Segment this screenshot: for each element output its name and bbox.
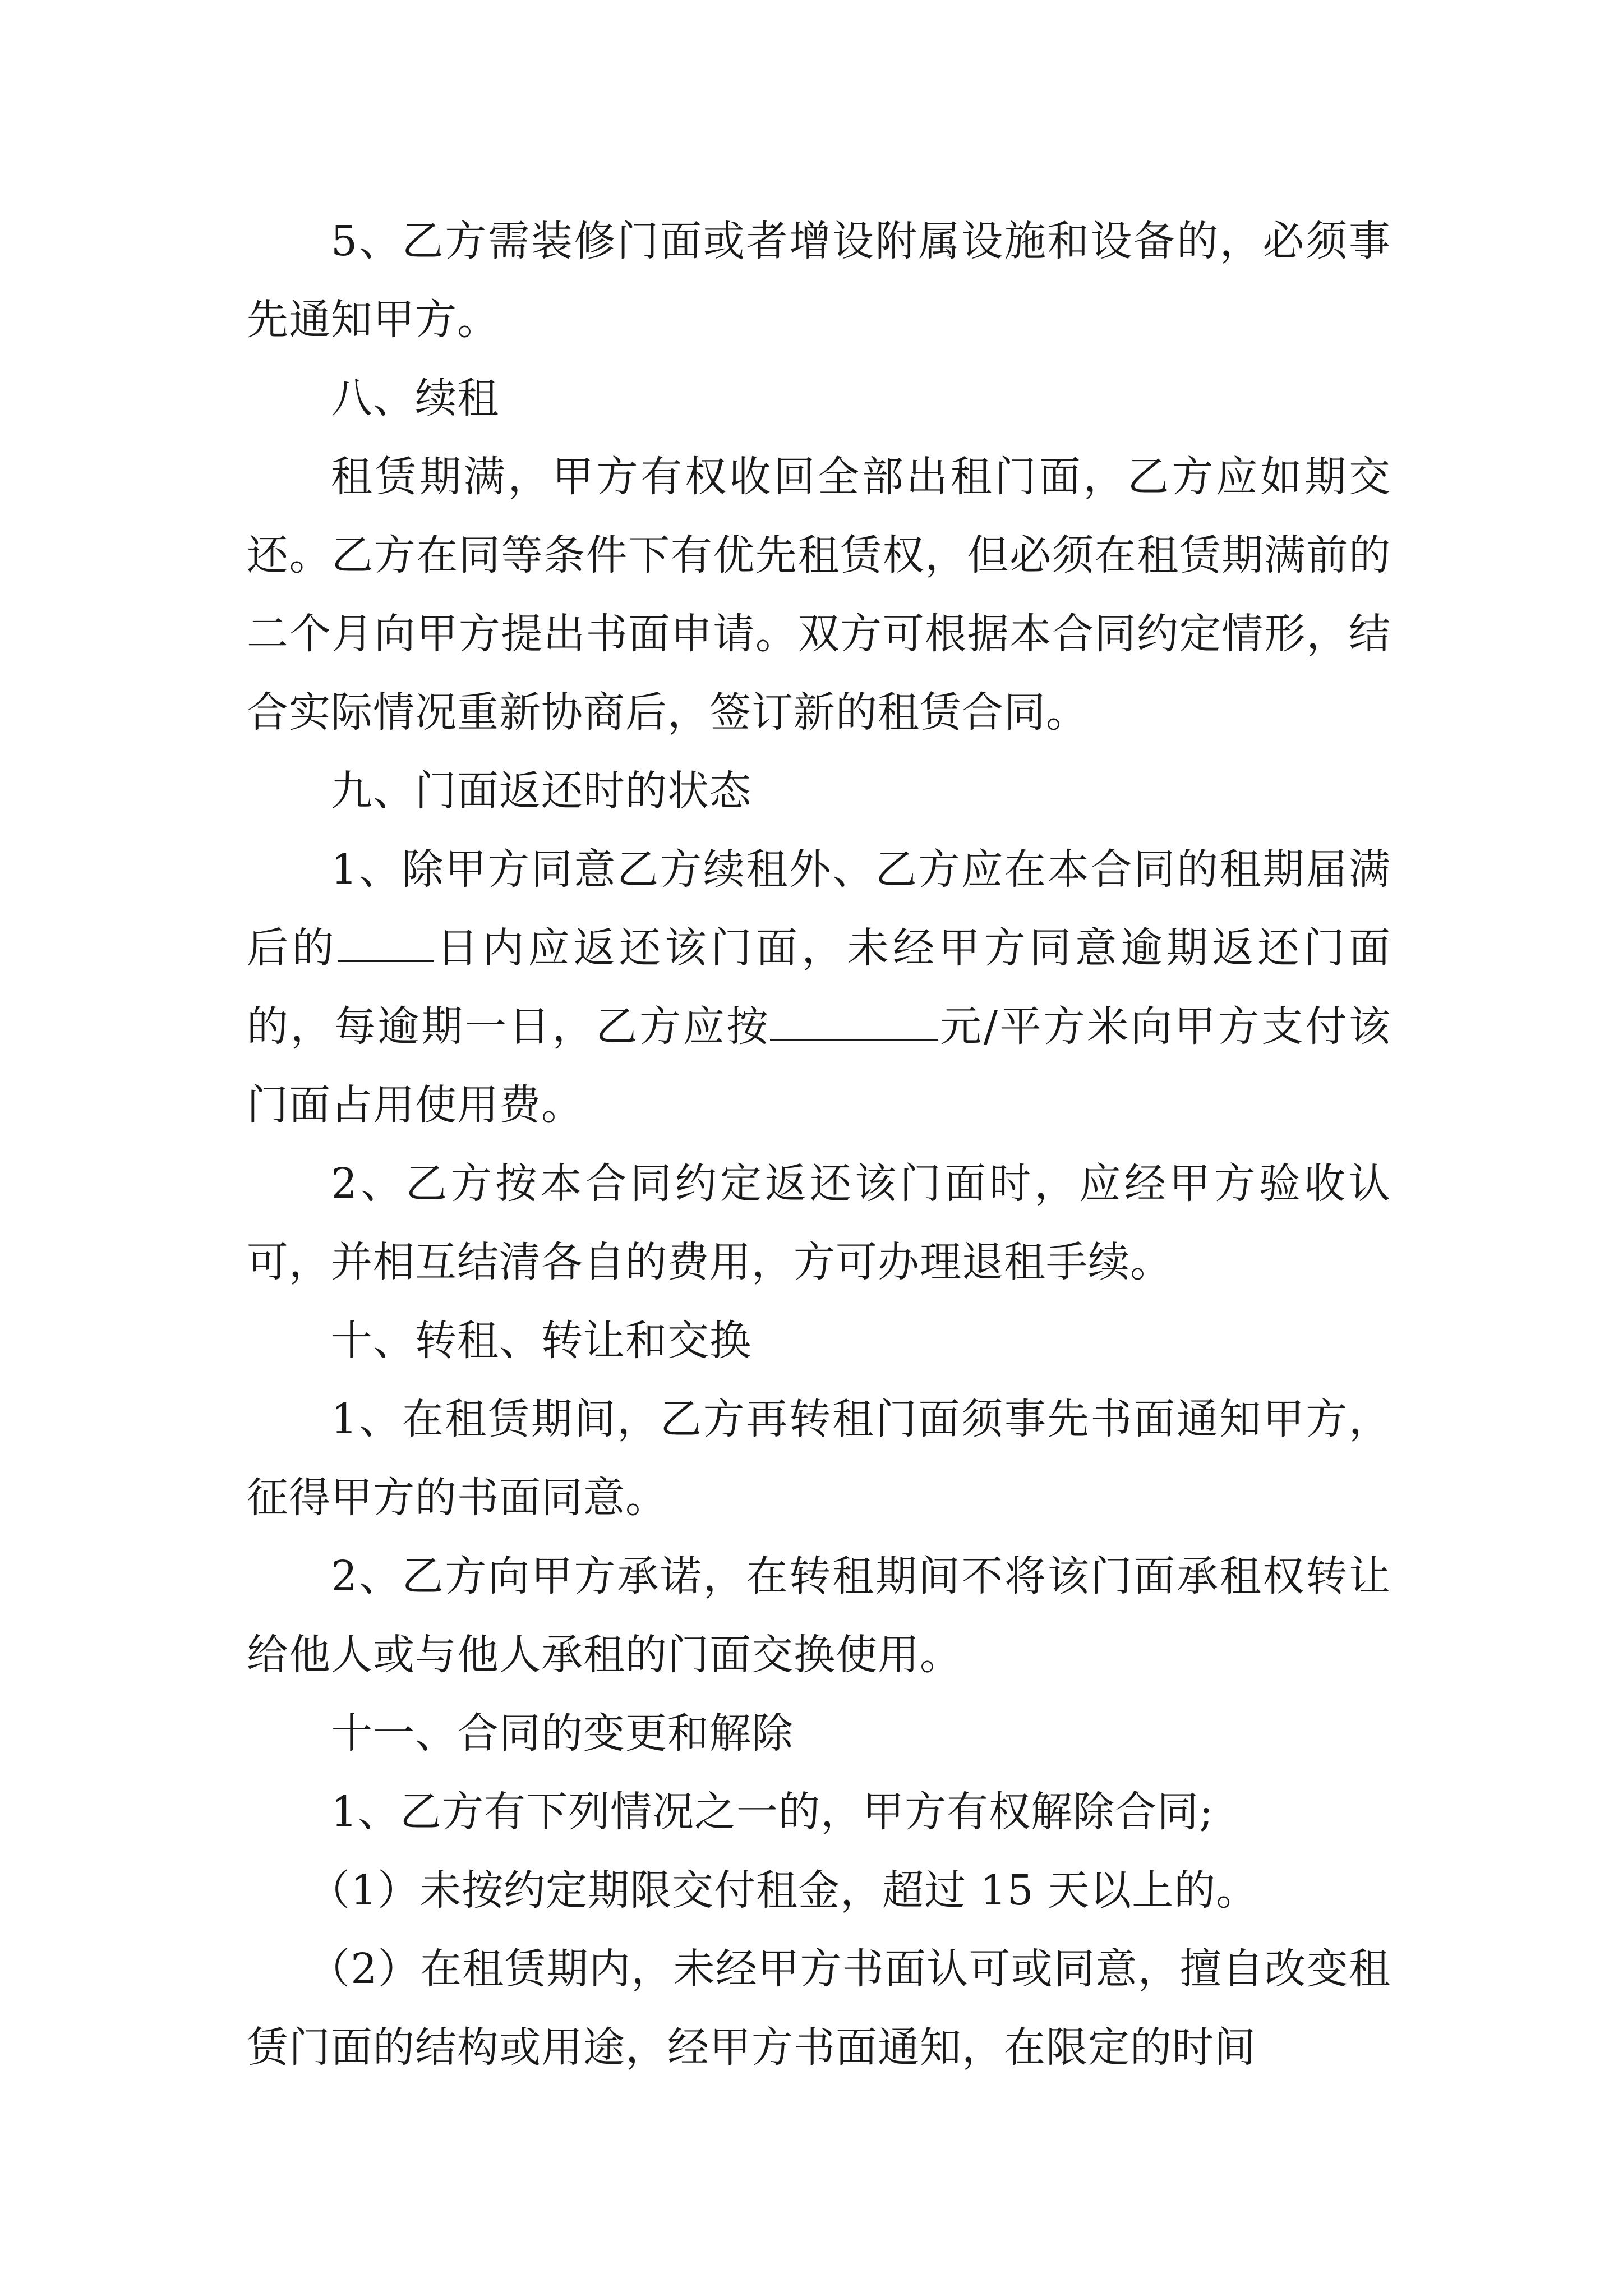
clause-11-1-termination: 1、乙方有下列情况之一的，甲方有权解除合同;	[331, 1788, 1214, 1836]
section-heading-renewal: 八、续租	[331, 374, 499, 422]
clause-10-1-sublease: 1、在租赁期间，乙方再转租门面须事先书面通知甲方，征得甲方的书面同意。	[247, 1395, 1391, 1522]
document-body	[247, 202, 1391, 2087]
fee-blank-field[interactable]	[770, 1000, 938, 1041]
clause-10-2-transfer: 2、乙方向甲方承诺，在转租期间不将该门面承租权转让给他人或与他人承租的门面交换使用。	[247, 1552, 1391, 1679]
clause-9-1-return	[247, 830, 1391, 1144]
clause-9-1-part1: 1、除甲方同意乙方续租外、乙方应在本合同的租期届满后的	[247, 845, 1391, 972]
clause-9-2-inspection: 2、乙方按本合同约定返还该门面时，应经甲方验收认可，并相互结清各自的费用，方可办理退租手续。	[247, 1159, 1391, 1286]
days-blank-field[interactable]	[338, 921, 434, 962]
clause-9-1-part2: 日内应返还该门面，未经甲方同意逾期返还门面的，每逾期一日，乙方应按	[247, 924, 1391, 1051]
clause-11-1-item-1: （1）未按约定期限交付租金，超过 15 天以上的。	[308, 1866, 1258, 1915]
clause-renewal: 租赁期满，甲方有权收回全部出租门面，乙方应如期交还。乙方在同等条件下有优先租赁权，但必须在租赁期满前的二个月向甲方提出书面申请。双方可根据本合同约定情形，结合实际情况重新协商后，签订新的租赁合同。	[247, 453, 1391, 737]
clause-7-5-renovation: 5、乙方需装修门面或者增设附属设施和设备的，必须事先通知甲方。	[247, 217, 1391, 344]
section-heading-change-termination: 十一、合同的变更和解除	[331, 1709, 794, 1757]
section-heading-sublease: 十、转租、转让和交换	[331, 1317, 751, 1365]
clause-11-1-item-2: （2）在租赁期内，未经甲方书面认可或同意，擅自改变租赁门面的结构或用途，经甲方书面通知，在限定的时间	[247, 1945, 1391, 2072]
clause-9-1-part3: 元/平方米向甲方支付该门面占用使用费。	[247, 1002, 1391, 1129]
section-heading-return-state: 九、门面返还时的状态	[331, 767, 751, 815]
